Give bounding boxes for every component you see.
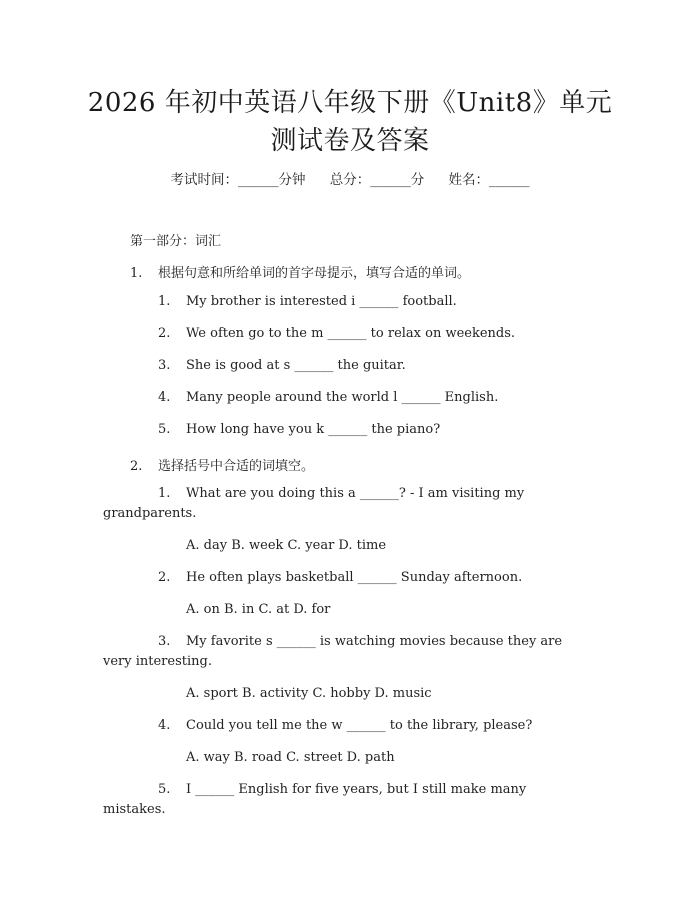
item-number: 1. [158,294,171,309]
list-item [158,358,406,373]
item-text: I ______ English for five years, but I still make many [186,782,527,797]
item-number: 4. [158,718,171,733]
item-number: 1. [158,486,171,501]
question-number: 1. [130,266,143,281]
question-2 [130,455,314,474]
item-text: My brother is interested i ______ football. [186,294,457,309]
total-score-field: 总分：______分 [329,172,425,188]
item-options: A. on B. in C. at D. for [186,602,331,617]
list-item [158,422,440,437]
section-heading: 第一部分：词汇 [130,234,222,249]
list-item [158,570,522,585]
question-number: 2. [130,459,143,474]
item-text: She is good at s ______ the guitar. [186,358,406,373]
question-instruction: 选择括号中合适的词填空。 [158,459,315,474]
item-number: 2. [158,570,171,585]
item-text: We often go to the m ______ to relax on weekends. [186,326,516,341]
item-text: Many people around the world l ______ English. [186,390,499,405]
list-item [158,634,562,649]
item-text: Could you tell me the w ______ to the library, please? [186,718,533,733]
item-text: What are you doing this a ______? - I am visiting my [186,486,525,501]
exam-meta [0,168,700,188]
page-title-line2: 测试卷及答案 [270,126,430,156]
exam-time-field: 考试时间：______分钟 [170,172,306,188]
question-1 [130,262,470,281]
list-item [158,486,524,501]
item-options: A. day B. week C. year D. time [186,538,387,553]
item-text: My favorite s ______ is watching movies because they are [186,634,563,649]
item-continuation: very interesting. [103,654,212,669]
item-options: A. sport B. activity C. hobby D. music [186,686,432,701]
item-number: 5. [158,782,171,797]
item-text: How long have you k ______ the piano? [186,422,441,437]
list-item [158,390,498,405]
item-continuation: grandparents. [103,506,197,521]
list-item [158,326,515,341]
item-options: A. way B. road C. street D. path [186,750,395,765]
list-item [158,718,532,733]
name-field: 姓名：______ [448,172,530,188]
item-number: 5. [158,422,171,437]
list-item [158,294,457,309]
list-item [158,782,526,797]
item-number: 3. [158,358,171,373]
page-title-line1: 2026 年初中英语八年级下册《Unit8》单元 [87,88,613,118]
item-number: 3. [158,634,171,649]
item-number: 4. [158,390,171,405]
item-continuation: mistakes. [103,802,166,817]
item-number: 2. [158,326,171,341]
question-instruction: 根据句意和所给单词的首字母提示，填写合适的单词。 [158,266,471,281]
item-text: He often plays basketball ______ Sunday afternoon. [186,570,523,585]
